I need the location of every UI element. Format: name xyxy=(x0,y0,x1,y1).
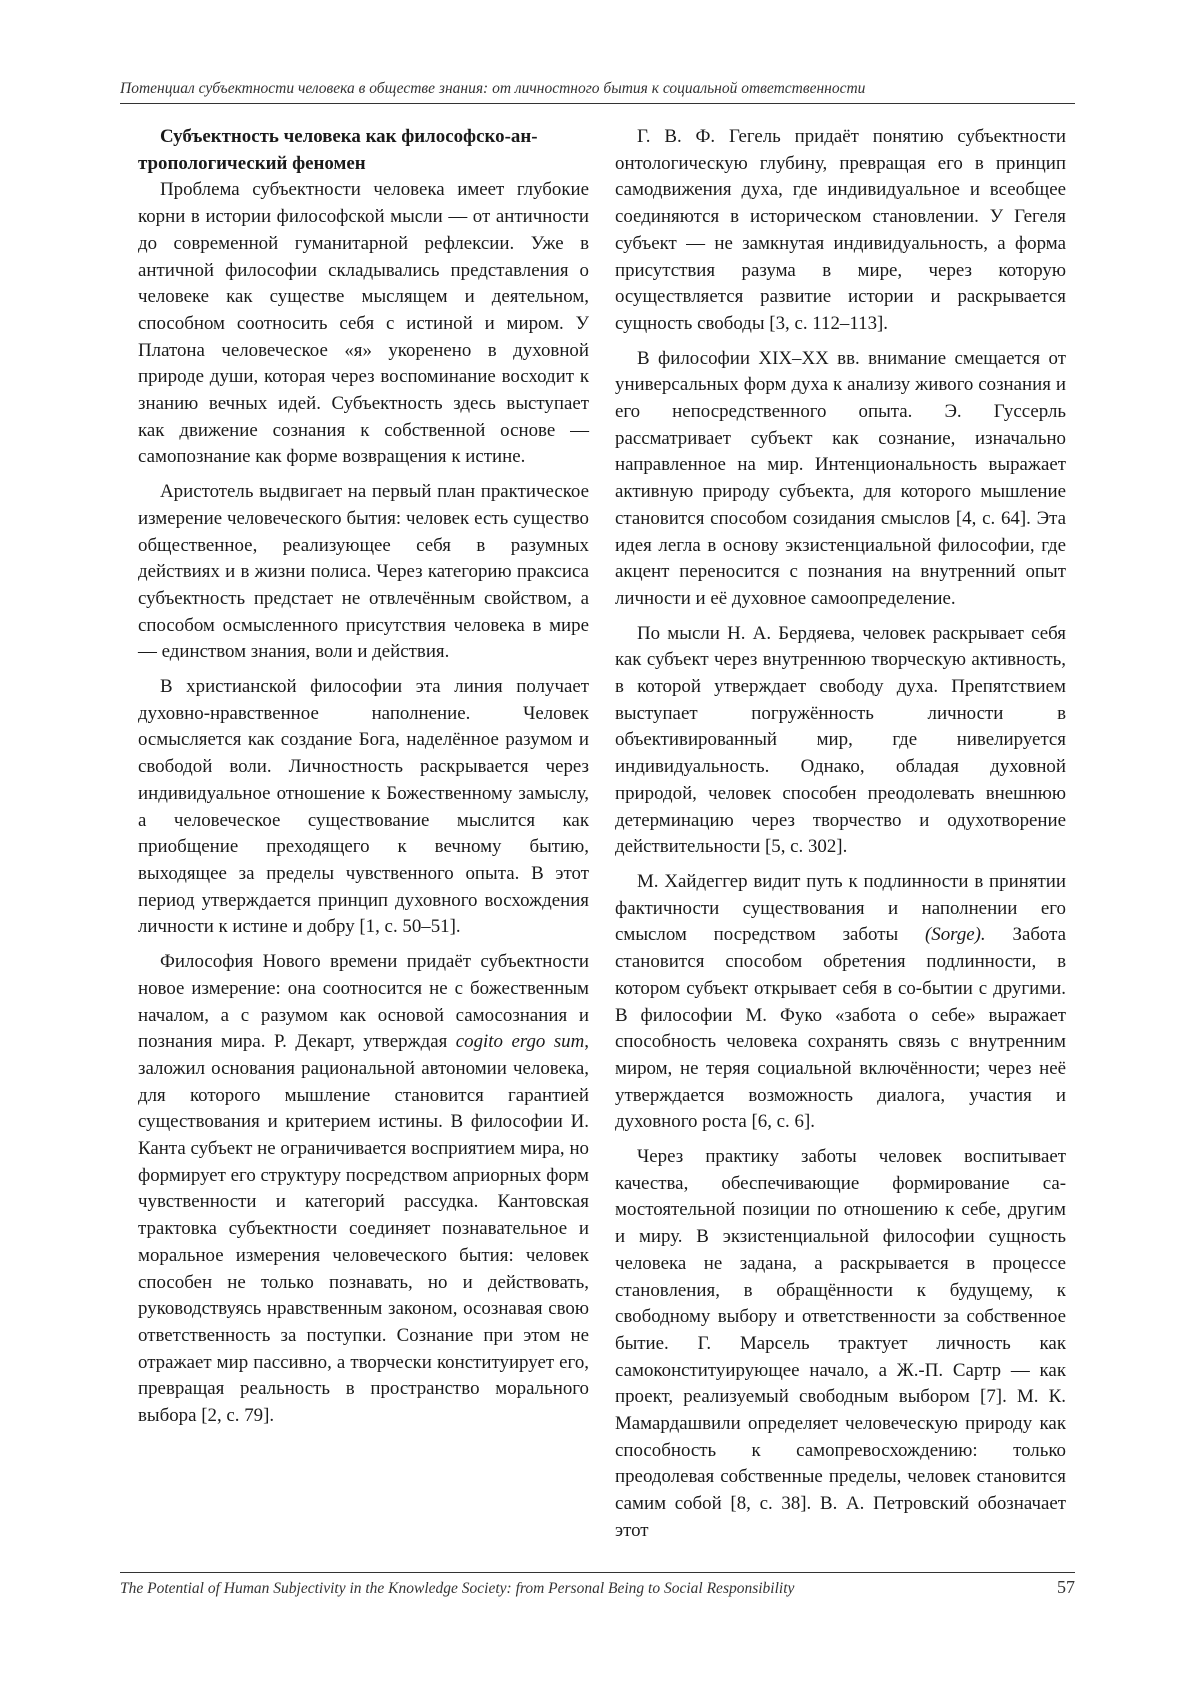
paragraph xyxy=(615,869,1066,1136)
paragraph: В христианской философии эта линия получает духовно-нравственное наполнение. Человек осмысляется как создание Бога, наделённое разумом и свободой воли. Личностность раскрывается через индивидуальное отношение к Божественному замыслу, а человеческое существование мыслится как приобщение преходящего к вечному бытию, выходящее за пределы чувственного опыта. В этот период утверждается принцип духовного восхождения личности к истине и добру [1, с. 50–51]. xyxy=(138,676,589,938)
latin-phrase: cogito ergo sum xyxy=(455,1031,585,1053)
paragraph-text: М. Хайдеггер видит путь к подлинности в принятии фактичности существования и наполнении его смыслом посредством заботы xyxy=(615,870,1066,946)
footer-divider xyxy=(120,1572,1075,1573)
german-term: (Sorge). xyxy=(924,924,986,946)
right-column xyxy=(615,124,1066,1553)
header-divider xyxy=(120,103,1075,104)
paragraph xyxy=(138,949,589,1430)
page-number: 57 xyxy=(1057,1577,1075,1597)
paragraph: Аристотель выдвигает на первый план практическое измерение человеческого бытия: человек есть существо общественное, реализующее себя в разумных действиях и в жизни полиса. Через категорию праксиса субъектность предстает не отвлечённым свойством, а способом осмысленного присутствия человека в мире — единством знания, воли и действия. xyxy=(138,481,589,663)
paragraph: В философии XIX–XX вв. внимание смещается от универсальных форм духа к анализу живого сознания и его непосредственного опыта. Э. Гуссерль рассматривает субъект как сознание, изначально направленное на мир. Интенциональность выражает активную природу субъекта, для которого мышление становится способом созидания смыслов [4, с. 64]. Эта идея легла в основу экзистенциальной философии, где акцент переносится с познания на внутренний опыт личности и её духовное самоопределение. xyxy=(615,347,1066,609)
paragraph: Проблема субъектности человека имеет глубокие корни в истории философской мысли — от античности до современной гуманитарной рефлексии. Уже в античной философии складывались представления о человеке как существе мыслящем и деятельном, способном соотносить себя с истиной и миром. У Платона человеческое «я» укоренено в духовной природе души, которая через воспоминание восходит к знанию вечных идей. Субъектность здесь выступает как движение сознания к собственной основе — самопознание как форме возвращения к истине. xyxy=(138,179,589,468)
paragraph: Г. В. Ф. Гегель придаёт понятию субъектности онтологическую глубину, превращая его в принцип самодвижения духа, где индивидуальное и всеобщее соединяются в историческом становлении. У Гегеля субъект — не замкнутая индивидуальность, а форма присутствия разума в мире, через которую осуществляется развитие истории и раскрывается сущность свободы [3, с. 112–113]. xyxy=(615,126,1066,334)
paragraph-text: , заложил основания рациональной автономии человека, для которого мышление становится гарантией существования и критерием истины. В философии И. Канта субъект не ограничивается восприятием мира, но формирует его структуру посредством априорных форм чувственности и категорий рассудка. Кантовская трактовка субъектности соединяет познавательное и моральное измерения человеческого бытия: человек способен не только познавать, но и действовать, руководствуясь нравственным законом, осознавая свою ответственность за поступки. Сознание при этом не отражает мир пассивно, а творчески конституирует его, превращая реальность в пространство морального выбора [2, с. 79]. xyxy=(138,1031,590,1427)
paragraph: По мысли Н. А. Бердяева, человек раскрывает себя как субъект через внутреннюю творческую активность, в которой утверждает свободу духа. Препятствием выступает погружённость личности в объективированный мир, где нивелируется индивидуальность. Однако, обладая духовной природой, человек способен преодолевать внешнюю детерминацию через творчество и одухотворение действительности [5, с. 302]. xyxy=(615,622,1066,858)
section-heading: Субъектность человека как философско-антропологический феномен xyxy=(138,126,538,174)
running-footer: The Potential of Human Subjectivity in the Knowledge Society: from Personal Being to Social Responsibility xyxy=(120,1580,795,1597)
paragraph: Через практику заботы человек воспитывает качества, обеспечивающие формирование самостоятельной позиции по отношению к себе, другим и миру. В экзистенциальной философии сущность человека не задана, а раскрывается в процессе становления, в обращённости к будущему, к свободному выбору и ответственности за собственное бытие. Г. Марсель трактует личность как самоконституирующее начало, а Ж.-П. Сартр — как проект, реализуемый свободным выбором [7]. М. К. Мамардашвили определяет человеческую природу как способность к самопревосхождению: только преодолевая собственные пределы, человек становится самим собой [8, с. 38]. В. А. Петровский обозначает этот xyxy=(615,1146,1066,1541)
paragraph-text: Забота становится способом обретения подлинности, в котором субъект открывает себя в со-бытии с другими. В философии М. Фуко «забота о себе» выражает способность человека сохранять связь с внутренним миром, не теряя социальной включённости; через неё утверждается возможность диалога, участия и духовного роста [6, с. 6]. xyxy=(615,924,1067,1133)
paragraph-text: Философия Нового времени придаёт субъектности новое измерение: она соотносится не с божественным началом, а с разумом как основой самосознания и познания мира. Р. Декарт, утверждая xyxy=(138,951,589,1053)
left-column xyxy=(138,124,589,1438)
running-header: Потенциал субъектности человека в обществе знания: от личностного бытия к социальной ответственности xyxy=(120,80,866,97)
